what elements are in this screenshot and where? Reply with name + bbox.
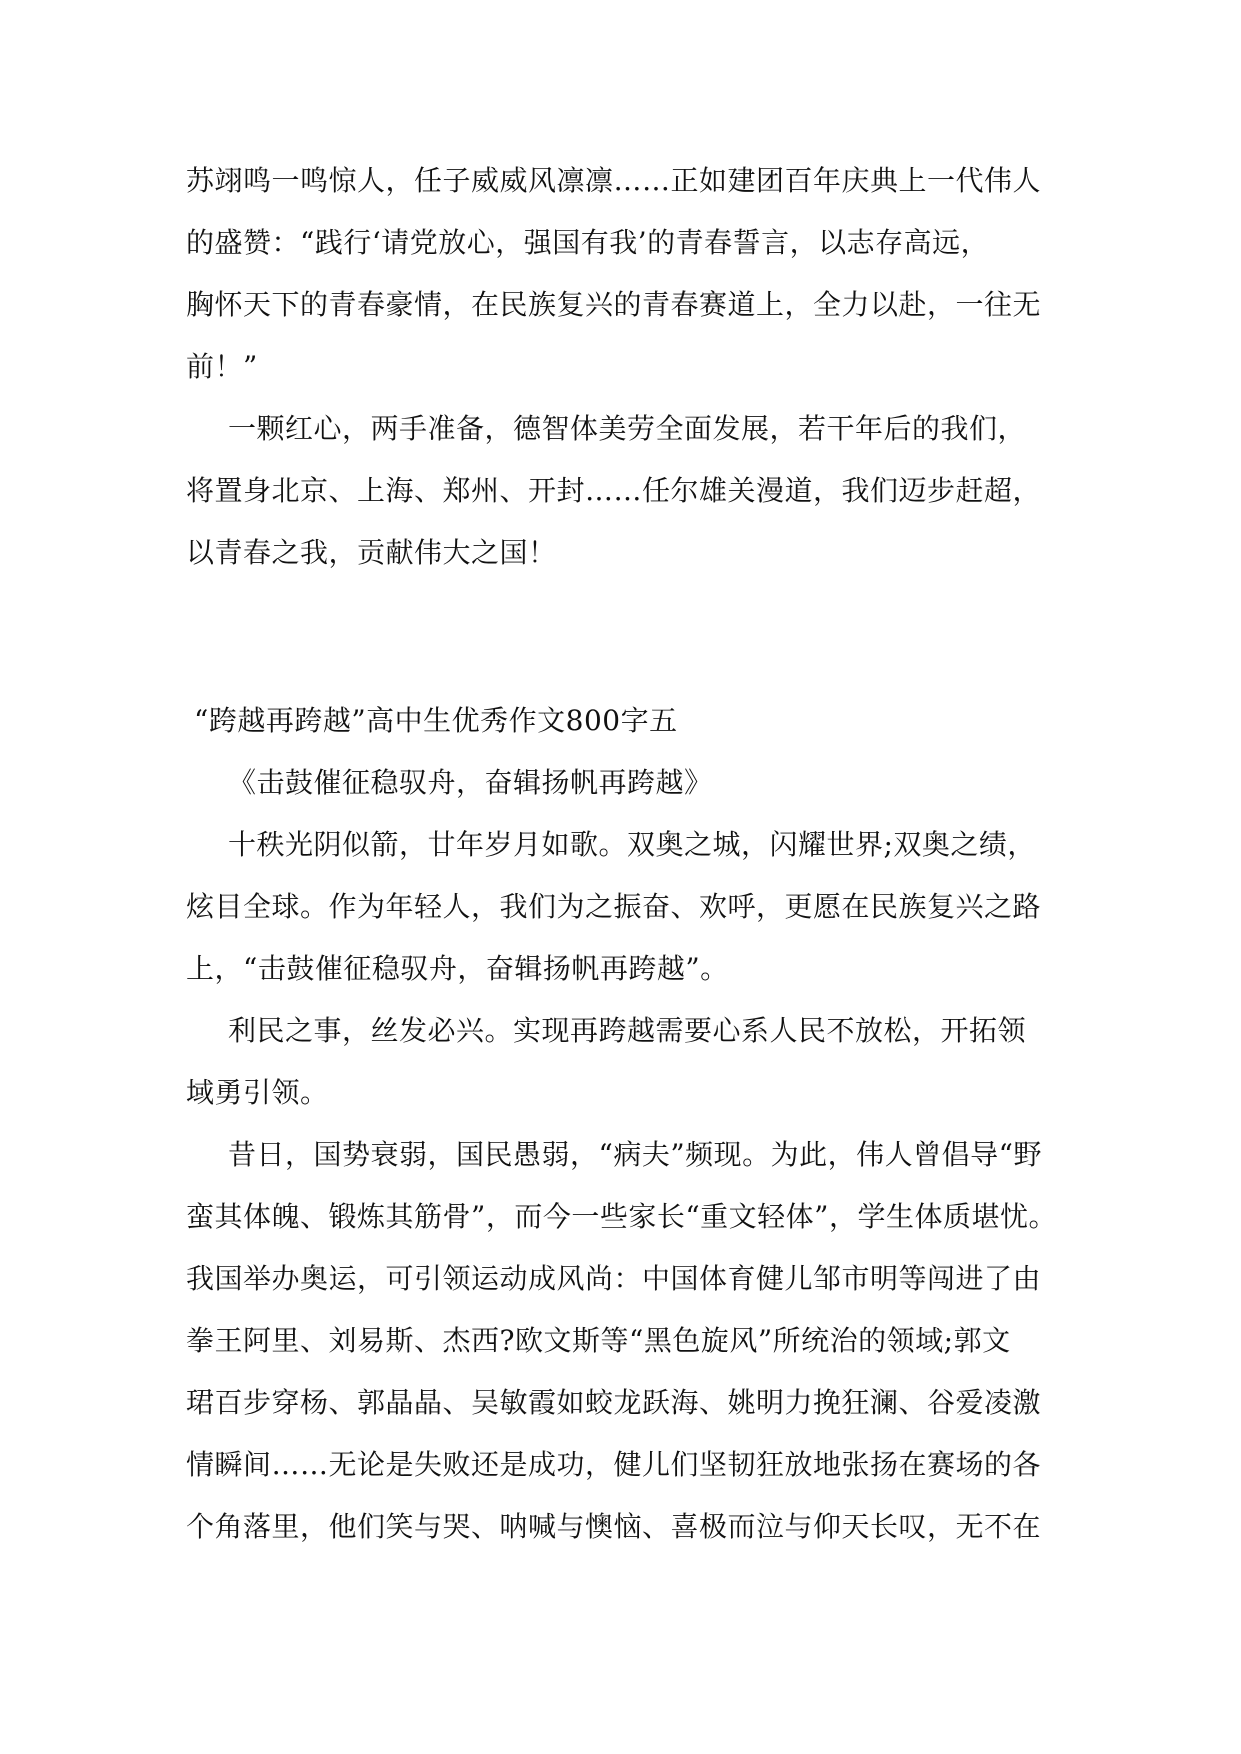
text-line: 域勇引领。 [186,1076,329,1109]
text-line: 上，“击鼓催征稳驭舟，奋辑扬帆再跨越”。 [186,952,729,985]
essay-paragraph-2 [186,1000,1066,1124]
text-line: 蛮其体魄、锻炼其筋骨”，而今一些家长“重文轻体”，学生体质堪忧。 [186,1200,1057,1233]
text-line: 十秩光阴似箭，廿年岁月如歌。双奥之城，闪耀世界;双奥之绩， [228,828,1036,861]
paragraph-two [186,398,1066,584]
text-line: 苏翊鸣一鸣惊人，任子威威风凛凛……正如建团百年庆典上一代伟人 [186,164,1042,197]
essay-paragraph-1 [186,814,1066,1000]
text-line: 个角落里，他们笑与哭、呐喊与懊恼、喜极而泣与仰天长叹，无不在 [186,1510,1042,1543]
text-line: 将置身北京、上海、郑州、开封……任尔雄关漫道，我们迈步赶超， [186,474,1042,507]
essay-title: 《击鼓催征稳驭舟，奋辑扬帆再跨越》 [228,766,713,799]
text-line: 一颗红心，两手准备，德智体美劳全面发展，若干年后的我们， [228,412,1027,445]
essay-paragraph-3 [186,1124,1066,1558]
section-heading: “跨越再跨越”高中生优秀作文800字五 [194,704,678,737]
text-block-essay [186,690,1066,1558]
text-line: 以青春之我，贡献伟大之国！ [186,536,557,569]
text-line: 情瞬间……无论是失败还是成功，健儿们坚韧狂放地张扬在赛场的各 [186,1448,1042,1481]
text-line: 拳王阿里、刘易斯、杰西?欧文斯等“黑色旋风”所统治的领域;郭文 [186,1324,1011,1357]
text-line: 胸怀天下的青春豪情，在民族复兴的青春赛道上，全力以赴，一往无 [186,288,1042,321]
text-line: 前！” [186,350,258,383]
text-line: 我国举办奥运，可引领运动成风尚：中国体育健儿邹市明等闯进了由 [186,1262,1042,1295]
text-line: 珺百步穿杨、郭晶晶、吴敏霞如蛟龙跃海、姚明力挽狂澜、谷爱凌激 [186,1386,1042,1419]
text-block-top [186,150,1066,584]
text-line: 的盛赞：“践行‘请党放心，强国有我’的青春誓言，以志存高远， [186,226,990,259]
continued-paragraph [186,150,1066,398]
text-line: 炫目全球。作为年轻人，我们为之振奋、欢呼，更愿在民族复兴之路 [186,890,1042,923]
text-line: 利民之事，丝发必兴。实现再跨越需要心系人民不放松，开拓领 [228,1014,1027,1047]
text-line: 昔日，国势衰弱，国民愚弱，“病夫”频现。为此，伟人曾倡导“野 [228,1138,1042,1171]
